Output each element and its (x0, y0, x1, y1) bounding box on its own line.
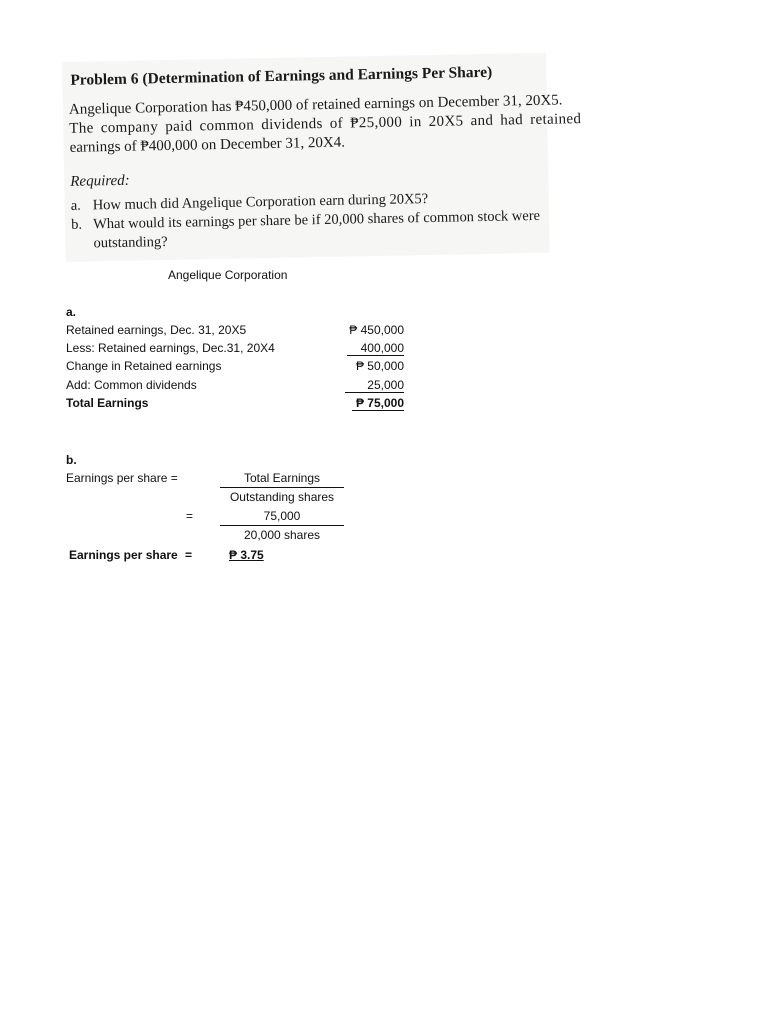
part-b-label: b. (66, 453, 77, 467)
equals-sign: = (186, 509, 194, 523)
fraction-denominator: Outstanding shares (229, 490, 335, 504)
equals-sign: = (185, 548, 193, 562)
problem-title: Problem 6 (Determination of Earnings and Earnings Per Share) (70, 63, 493, 89)
item-text: How much did Angelique Corporation earn during 20X5? (92, 190, 429, 214)
problem-text-line: The company paid common dividends of ₱25,000 in 20X5 and had retained (69, 111, 582, 137)
problem-statement-scan (62, 53, 582, 262)
item-letter: a. (70, 197, 81, 214)
fraction-numerator: Total Earnings (243, 471, 321, 485)
eps-result-label: Earnings per share (69, 548, 178, 562)
item-text-continuation: outstanding? (93, 234, 168, 252)
part-a-label: a. (66, 305, 77, 319)
company-heading: Angelique Corporation (168, 268, 288, 282)
fraction-numerator-value: 75,000 (263, 509, 301, 523)
row-amount: 25,000 (345, 378, 404, 393)
total-earnings-amount: ₱ 75,000 (352, 396, 404, 411)
fraction-bar (220, 487, 344, 488)
row-amount: ₱ 450,000 (349, 323, 404, 337)
row-amount: ₱ 50,000 (355, 359, 404, 373)
row-amount: 400,000 (347, 341, 404, 356)
problem-text-line: earnings of ₱400,000 on December 31, 20X4. (69, 134, 346, 156)
row-label: Less: Retained earnings, Dec.31, 20X4 (66, 341, 275, 355)
eps-result-value: ₱ 3.75 (229, 548, 264, 562)
row-label: Change in Retained earnings (66, 359, 222, 373)
row-label: Total Earnings (66, 396, 149, 410)
eps-formula-label: Earnings per share = (66, 471, 178, 485)
row-label: Retained earnings, Dec. 31, 20X5 (66, 323, 247, 337)
problem-text-line: Angelique Corporation has ₱450,000 of retained earnings on December 31, 20X5. (68, 92, 563, 118)
required-label: Required: (70, 172, 130, 190)
fraction-bar (220, 525, 344, 526)
row-label: Add: Common dividends (66, 378, 197, 392)
item-text: What would its earnings per share be if 20,000 shares of common stock were (92, 207, 541, 233)
fraction-denominator-value: 20,000 shares (243, 528, 321, 542)
item-letter: b. (70, 216, 83, 233)
